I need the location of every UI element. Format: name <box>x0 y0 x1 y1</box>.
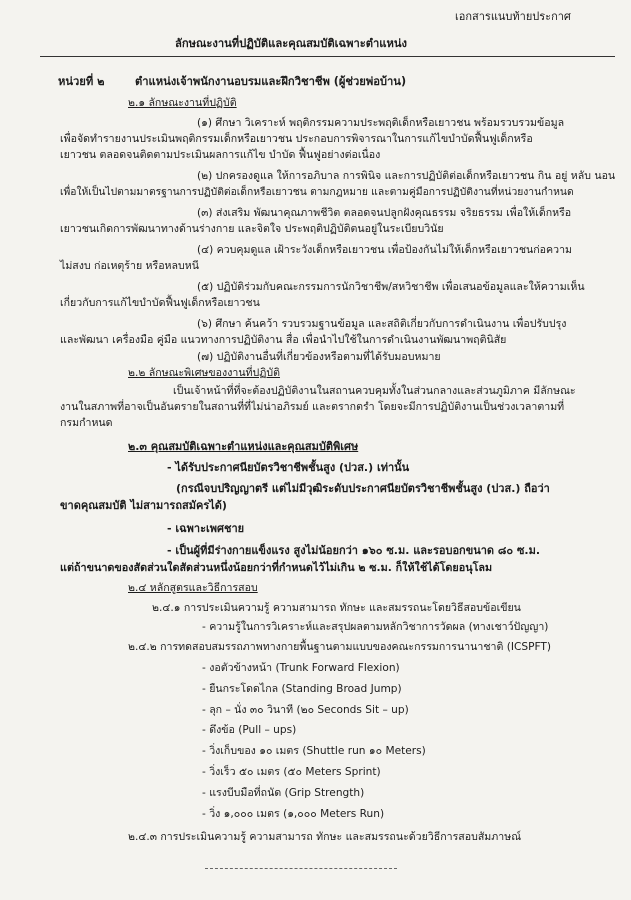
qualification-physique-line-1: - เป็นผู้ที่มีร่างกายแข็งแรง สูงไม่น้อยกว่า ๑๖๐ ซ.ม. และรอบอกขนาด ๘๐ ซ.ม. <box>167 544 541 557</box>
attachment-label: เอกสารแนบท้ายประกาศ <box>455 10 571 23</box>
header-rule <box>40 56 615 57</box>
fitness-test-item: - งอตัวข้างหน้า (Trunk Forward Flexion) <box>202 662 400 674</box>
fitness-test-item: - วิ่ง ๑,๐๐๐ เมตร (๑,๐๐๐ Meters Run) <box>202 808 385 820</box>
special-line-3: กรมกำหนด <box>60 417 113 429</box>
duty-3-line-2: เยาวชนเกิดการพัฒนาทางด้านร่างกาย และจิตใจ ประพฤติปฏิบัติตนอยู่ในระเบียบวินัย <box>60 223 444 235</box>
duty-5-line-2: เกี่ยวกับการแก้ไขบำบัดฟื้นฟูเด็กหรือเยาวชน <box>60 297 260 309</box>
unit-number: หน่วยที่ ๒ <box>58 75 105 88</box>
fitness-test-item: - ลุก – นั่ง ๓๐ วินาที (๒๐ Seconds Sit – up) <box>202 704 409 716</box>
special-line-1: เป็นเจ้าหน้าที่ที่จะต้องปฏิบัติงานในสถานควบคุมทั้งในส่วนกลางและส่วนภูมิภาค มีลักษณะ <box>173 385 576 397</box>
page-title: ลักษณะงานที่ปฏิบัติและคุณสมบัติเฉพาะตำแหน่ง <box>175 37 407 50</box>
exam-written-heading: ๒.๔.๑ การประเมินความรู้ ความสามารถ ทักษะ และสมรรถนะโดยวิธีสอบข้อเขียน <box>152 602 521 614</box>
fitness-test-item: - แรงบีบมือที่ถนัด (Grip Strength) <box>202 787 365 799</box>
fitness-test-item: - วิ่งเร็ว ๕๐ เมตร (๕๐ Meters Sprint) <box>202 766 381 778</box>
footer-divider <box>205 868 397 869</box>
duty-3-line-1: (๓) ส่งเสริม พัฒนาคุณภาพชีวิต ตลอดจนปลูกฝังคุณธรรม จริยธรรม เพื่อให้เด็กหรือ <box>197 207 572 219</box>
fitness-test-item: - วิ่งเก็บของ ๑๐ เมตร (Shuttle run ๑๐ Meters) <box>202 745 426 757</box>
exam-written-item: - ความรู้ในการวิเคราะห์และสรุปผลตามหลักวิชาการวัดผล (ทางเชาว์ปัญญา) <box>202 621 549 633</box>
qualification-education: - ได้รับประกาศนียบัตรวิชาชีพชั้นสูง (ปวส.) เท่านั้น <box>167 461 410 474</box>
duty-1-line-3: เยาวชน ตลอดจนติดตามประเมินผลการแก้ไข บำบัด ฟื้นฟูอย่างต่อเนื่อง <box>60 149 381 161</box>
section-2-2-heading: ๒.๒ ลักษณะพิเศษของงานที่ปฏิบัติ <box>128 367 280 379</box>
duty-4-line-2: ไม่สงบ ก่อเหตุร้าย หรือหลบหนี <box>60 260 199 272</box>
section-2-3-heading: ๒.๓ คุณสมบัติเฉพาะตำแหน่งและคุณสมบัติพิเศษ <box>128 440 359 453</box>
duty-2-line-1: (๒) ปกครองดูแล ให้การอภิบาล การพินิจ และการปฏิบัติต่อเด็กหรือเยาวชน กิน อยู่ หลับ นอน <box>197 170 616 182</box>
section-2-4-heading: ๒.๔ หลักสูตรและวิธีการสอบ <box>128 582 258 594</box>
duty-5-line-1: (๕) ปฏิบัติร่วมกับคณะกรรมการนักวิชาชีพ/สหวิชาชีพ เพื่อเสนอข้อมูลและให้ความเห็น <box>197 281 585 293</box>
fitness-test-item: - ดึงข้อ (Pull – ups) <box>202 724 297 736</box>
duty-2-line-2: เพื่อให้เป็นไปตามมาตรฐานการปฏิบัติต่อเด็กหรือเยาวชน ตามกฎหมาย และตามคู่มือการปฏิบัติงานที่หน่วยงานกำหนด <box>60 186 574 198</box>
duty-1-line-2: เพื่อจัดทำรายงานประเมินพฤติกรรมเด็กหรือเยาวชน ประกอบการพิจารณาในการแก้ไขบำบัดฟื้นฟูเด็กหรือ <box>60 133 533 145</box>
special-line-2: งานในสภาพที่อาจเป็นอันตรายในสถานที่ที่ไม่น่าอภิรมย์ และตรากตรำ โดยจะมีการปฏิบัติงานเป็นช่วงเวลาตามที่ <box>60 401 565 413</box>
duty-1-line-1: (๑) ศึกษา วิเคราะห์ พฤติกรรมความประพฤติเด็กหรือเยาวชน พร้อมรวบรวมข้อมูล <box>197 117 565 129</box>
exam-fitness-heading: ๒.๔.๒ การทดสอบสมรรถภาพทางกายพื้นฐานตามแบบของคณะกรรมการนานาชาติ (ICSPFT) <box>128 641 551 653</box>
position-title: ตำแหน่งเจ้าพนักงานอบรมและฝึกวิชาชีพ (ผู้ช่วยพ่อบ้าน) <box>135 75 407 88</box>
qualification-note-line-2: ขาดคุณสมบัติ ไม่สามารถสมัครได้) <box>60 499 227 512</box>
fitness-test-item: - ยืนกระโดดไกล (Standing Broad Jump) <box>202 683 402 695</box>
qualification-note-line-1: (กรณีจบปริญญาตรี แต่ไม่มีวุฒิระดับประกาศนียบัตรวิชาชีพชั้นสูง (ปวส.) ถือว่า <box>176 482 550 495</box>
qualification-physique-line-2: แต่ถ้าขนาดของสัดส่วนใดสัดส่วนหนึ่งน้อยกว่าที่กำหนดไว้ไม่เกิน ๒ ซ.ม. ก็ให้ใช้ได้โดยอนุโลม <box>60 561 493 574</box>
section-2-1-heading: ๒.๑ ลักษณะงานที่ปฏิบัติ <box>128 97 237 109</box>
duty-6-line-2: และพัฒนา เครื่องมือ คู่มือ แนวทางการปฏิบัติงาน สื่อ เพื่อนำไปใช้ในการดำเนินงานพัฒนาพฤตินิสัย <box>60 334 507 346</box>
exam-interview-heading: ๒.๔.๓ การประเมินความรู้ ความสามารถ ทักษะ และสมรรถนะด้วยวิธีการสอบสัมภาษณ์ <box>128 831 522 843</box>
duty-4-line-1: (๔) ควบคุมดูแล เฝ้าระวังเด็กหรือเยาวชน เพื่อป้องกันไม่ให้เด็กหรือเยาวชนก่อความ <box>197 244 573 256</box>
duty-7: (๗) ปฏิบัติงานอื่นที่เกี่ยวข้องหรือตามที่ได้รับมอบหมาย <box>197 351 441 363</box>
qualification-gender: - เฉพาะเพศชาย <box>167 522 245 535</box>
duty-6-line-1: (๖) ศึกษา ค้นคว้า รวบรวมฐานข้อมูล และสถิติเกี่ยวกับการดำเนินงาน เพื่อปรับปรุง <box>197 318 567 330</box>
